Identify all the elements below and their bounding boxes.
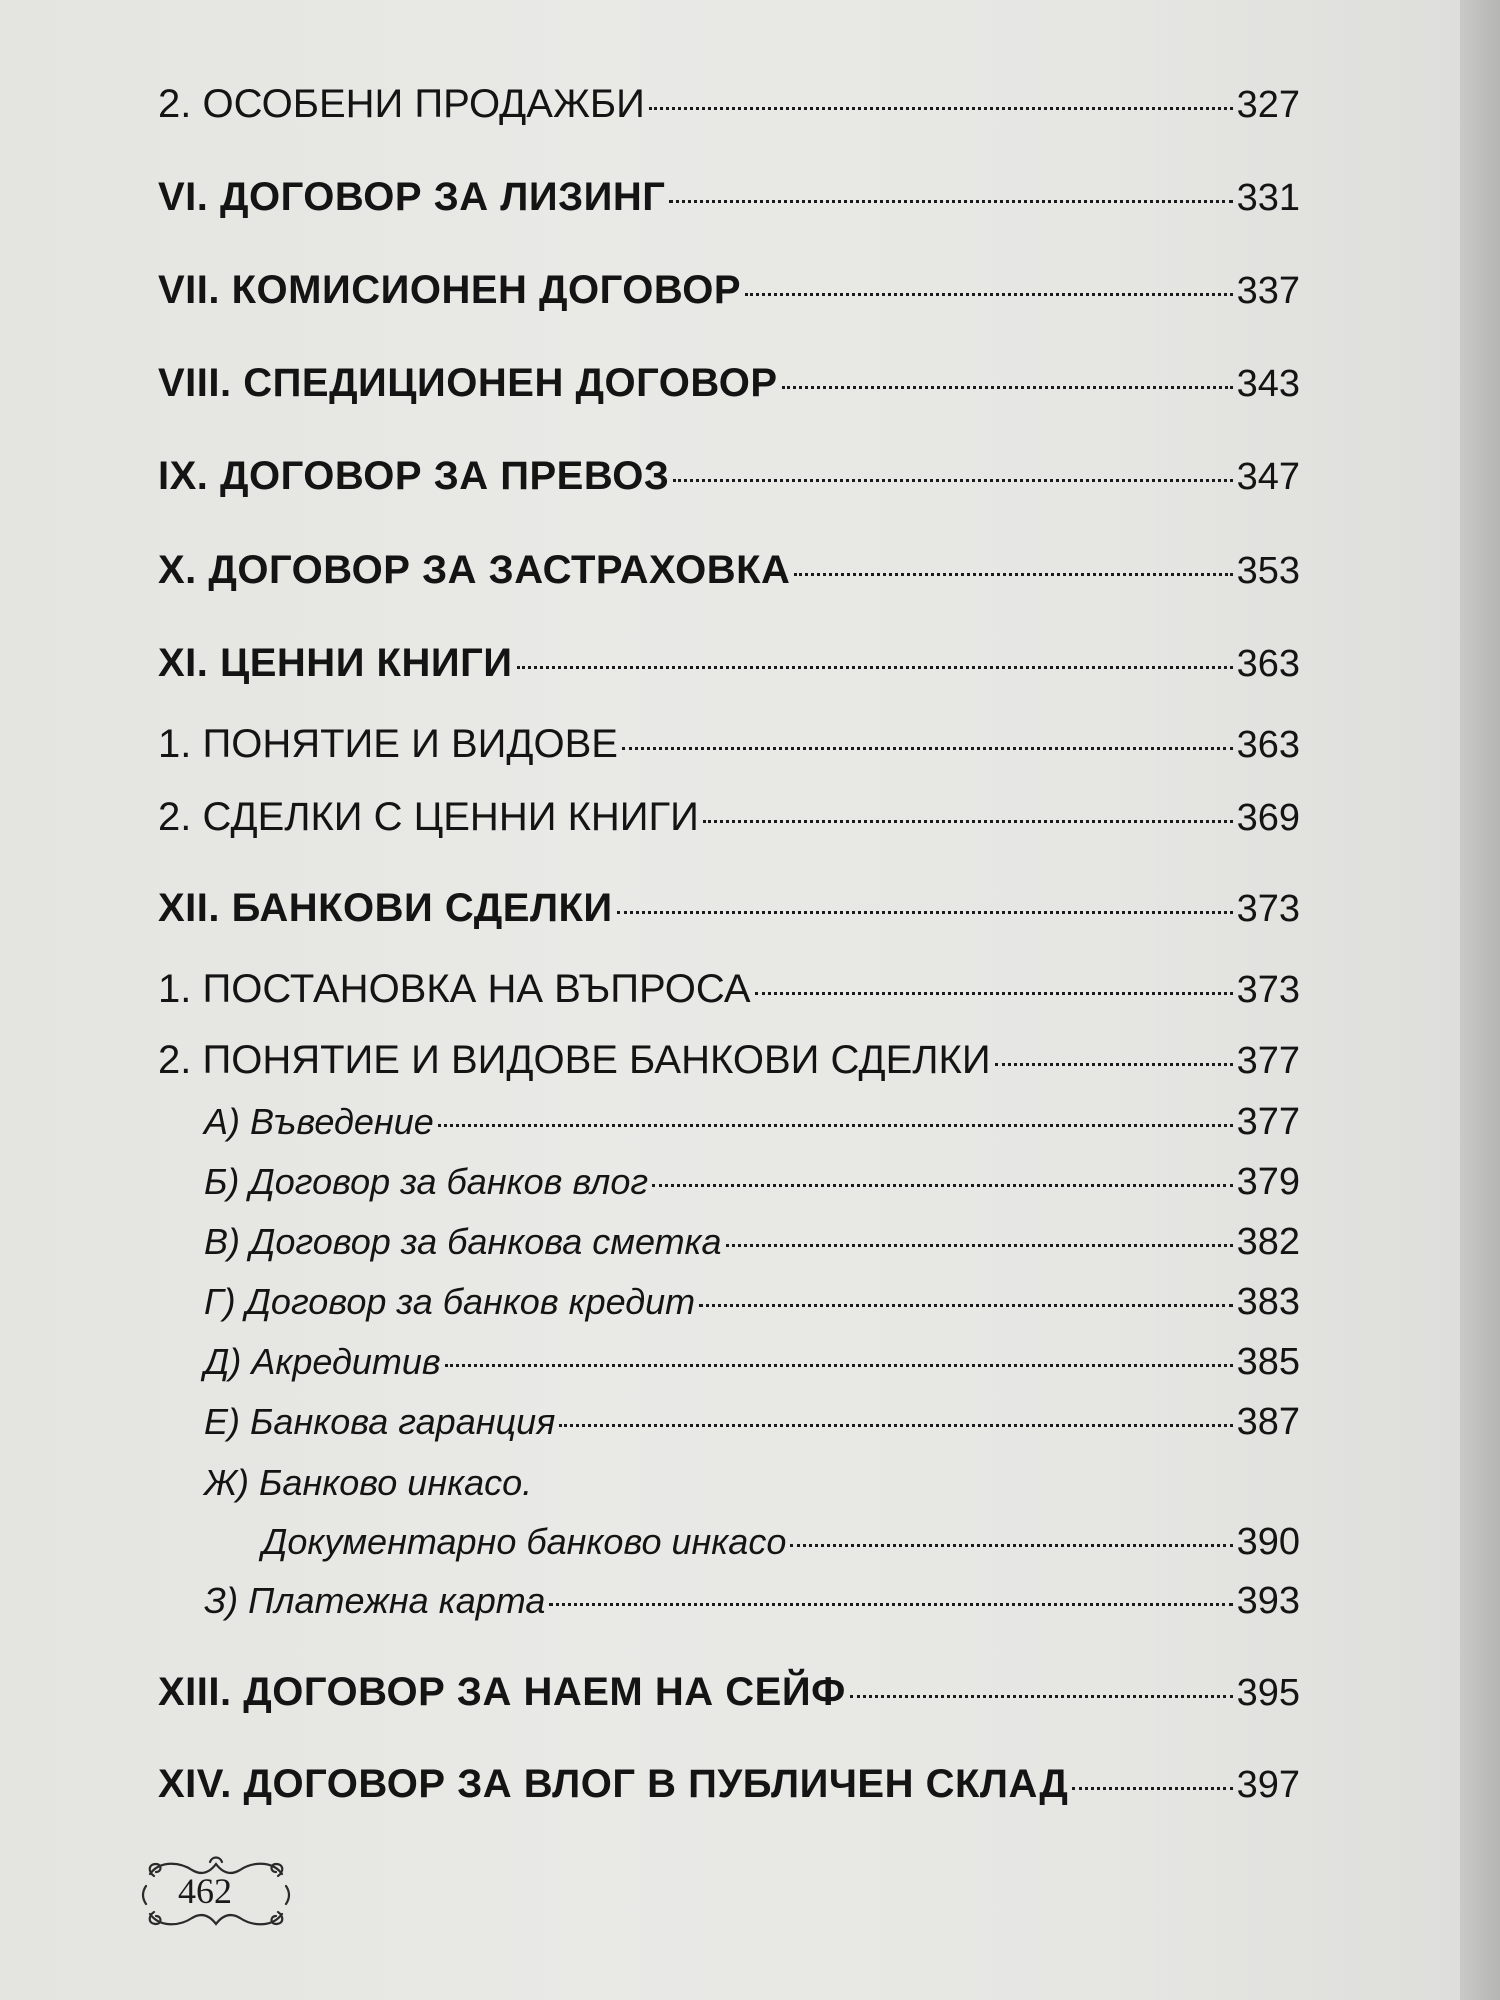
toc-entry-title: 2. ПОНЯТИЕ И ВИДОВЕ БАНКОВИ СДЕЛКИ bbox=[158, 1038, 991, 1082]
toc-entry bbox=[158, 1762, 1300, 1807]
dot-leader bbox=[549, 1603, 1232, 1606]
toc-subentry-title: Е) Банкова гаранция bbox=[204, 1401, 556, 1442]
toc-entry-title: VII. КОМИСИОНЕН ДОГОВОР bbox=[158, 268, 742, 312]
toc-subentry-page: 390 bbox=[1236, 1521, 1300, 1563]
dot-leader bbox=[652, 1184, 1232, 1187]
toc-subentry bbox=[204, 1580, 1300, 1623]
toc-subentry-page: 385 bbox=[1236, 1341, 1300, 1383]
toc-subentry-page: 383 bbox=[1236, 1281, 1300, 1323]
toc-entry-page: 395 bbox=[1236, 1672, 1300, 1714]
toc-subentry bbox=[204, 1341, 1300, 1384]
toc-subentry-page: 377 bbox=[1236, 1101, 1300, 1143]
toc-subentry-title: Б) Договор за банков влог bbox=[204, 1161, 649, 1202]
toc-entry bbox=[158, 641, 1300, 686]
toc-entry-title: 1. ПОСТАНОВКА НА ВЪПРОСА bbox=[158, 967, 751, 1011]
toc-subentry-page: 382 bbox=[1236, 1221, 1300, 1263]
toc-entry-page: 347 bbox=[1236, 456, 1300, 498]
toc-entry bbox=[158, 548, 1300, 593]
dot-leader bbox=[649, 107, 1233, 110]
toc-entry bbox=[158, 454, 1300, 499]
toc-entry-page: 337 bbox=[1236, 270, 1300, 312]
dot-leader bbox=[850, 1695, 1233, 1698]
toc-entry-title: VIII. СПЕДИЦИОНЕН ДОГОВОР bbox=[158, 361, 778, 405]
dot-leader bbox=[995, 1063, 1233, 1066]
toc-subentry-title: В) Договор за банкова сметка bbox=[204, 1221, 722, 1262]
toc-subentry-page: 379 bbox=[1236, 1161, 1300, 1203]
toc-entry-page: 369 bbox=[1236, 797, 1300, 839]
toc-subentry-page: 393 bbox=[1236, 1580, 1300, 1622]
toc-entry bbox=[158, 967, 1300, 1012]
toc-entry-page: 353 bbox=[1236, 550, 1300, 592]
dot-leader bbox=[622, 747, 1233, 750]
page-number: 462 bbox=[178, 1871, 232, 1911]
toc-entry-page: 373 bbox=[1236, 969, 1300, 1011]
dot-leader bbox=[669, 200, 1232, 203]
toc-entry-title: VI. ДОГОВОР ЗА ЛИЗИНГ bbox=[158, 175, 666, 219]
toc-entry-page: 363 bbox=[1236, 724, 1300, 766]
toc-entry-title: XIII. ДОГОВОР ЗА НАЕМ НА СЕЙФ bbox=[158, 1670, 846, 1714]
dot-leader bbox=[782, 386, 1233, 389]
toc-subentry-title: Ж) Банково инкасо. bbox=[204, 1462, 533, 1503]
toc-entry bbox=[158, 1670, 1300, 1715]
page-edge-shadow bbox=[1460, 0, 1500, 2000]
dot-leader bbox=[1072, 1787, 1232, 1790]
dot-leader bbox=[517, 666, 1233, 669]
dot-leader bbox=[745, 293, 1232, 296]
toc-subentry bbox=[204, 1281, 1300, 1324]
toc-entry bbox=[158, 361, 1300, 406]
dot-leader bbox=[617, 911, 1233, 914]
toc-subentry-title: З) Платежна карта bbox=[204, 1580, 546, 1621]
toc-subentry bbox=[262, 1521, 1300, 1564]
toc-entry-title: XI. ЦЕННИ КНИГИ bbox=[158, 641, 513, 685]
dot-leader bbox=[699, 1304, 1232, 1307]
dot-leader bbox=[755, 992, 1233, 995]
dot-leader bbox=[726, 1244, 1233, 1247]
toc-subentry-title: А) Въведение bbox=[204, 1101, 434, 1142]
toc-subentry bbox=[204, 1401, 1300, 1444]
toc-subentry-continuation: Документарно банково инкасо bbox=[262, 1521, 787, 1562]
toc-entry-title: 1. ПОНЯТИЕ И ВИДОВЕ bbox=[158, 722, 618, 766]
toc-entry-title: X. ДОГОВОР ЗА ЗАСТРАХОВКА bbox=[158, 548, 791, 592]
dot-leader bbox=[559, 1424, 1232, 1427]
dot-leader bbox=[445, 1364, 1233, 1367]
toc-entry-page: 377 bbox=[1236, 1040, 1300, 1082]
toc-entry bbox=[158, 886, 1300, 931]
toc-entry-title: 2. СДЕЛКИ С ЦЕННИ КНИГИ bbox=[158, 795, 699, 839]
dot-leader bbox=[794, 573, 1232, 576]
toc-entry-page: 343 bbox=[1236, 363, 1300, 405]
toc-subentry bbox=[204, 1161, 1300, 1204]
toc-entry bbox=[158, 175, 1300, 220]
toc-entry bbox=[158, 722, 1300, 767]
toc-entry-page: 363 bbox=[1236, 643, 1300, 685]
dot-leader bbox=[673, 479, 1232, 482]
dot-leader bbox=[790, 1544, 1232, 1547]
toc-entry-page: 327 bbox=[1236, 84, 1300, 126]
toc-subentry-title: Д) Акредитив bbox=[204, 1341, 441, 1382]
toc-entry bbox=[158, 795, 1300, 840]
toc-entry-title: XII. БАНКОВИ СДЕЛКИ bbox=[158, 886, 613, 930]
toc-entry-page: 373 bbox=[1236, 888, 1300, 930]
toc-entry-title: 2. ОСОБЕНИ ПРОДАЖБИ bbox=[158, 82, 645, 126]
toc-entry-page: 331 bbox=[1236, 177, 1300, 219]
toc-entry-title: XIV. ДОГОВОР ЗА ВЛОГ В ПУБЛИЧЕН СКЛАД bbox=[158, 1762, 1069, 1806]
toc-entry-title: IX. ДОГОВОР ЗА ПРЕВОЗ bbox=[158, 454, 670, 498]
dot-leader bbox=[438, 1124, 1233, 1127]
toc-entry bbox=[158, 82, 1300, 127]
toc-subentry-page: 387 bbox=[1236, 1401, 1300, 1443]
dot-leader bbox=[703, 820, 1233, 823]
toc-subentry bbox=[204, 1101, 1300, 1144]
toc-entry bbox=[158, 268, 1300, 313]
toc-subentry bbox=[204, 1221, 1300, 1264]
toc-subentry-title: Г) Договор за банков кредит bbox=[204, 1281, 696, 1322]
toc-entry-page: 397 bbox=[1236, 1764, 1300, 1806]
toc-entry bbox=[158, 1038, 1300, 1083]
